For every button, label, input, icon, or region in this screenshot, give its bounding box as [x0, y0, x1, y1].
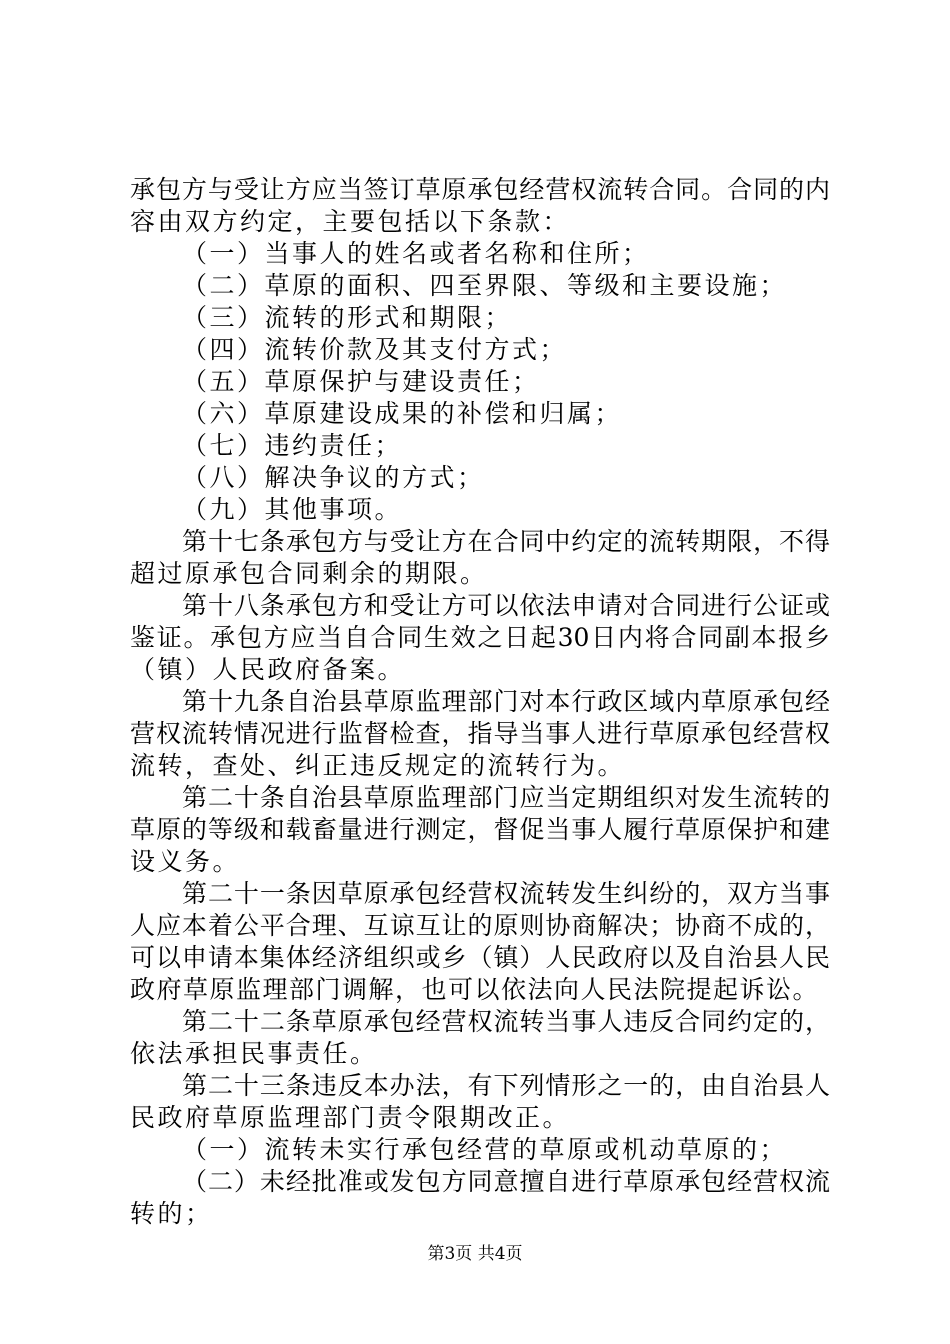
text-line: （六）草原建设成果的补偿和归属； [182, 399, 623, 428]
text-line: 政府草原监理部门调解，也可以依法向人民法院提起诉讼。 [130, 975, 820, 1004]
text-line: 第十八条承包方和受让方可以依法申请对合同进行公证或 [182, 591, 830, 620]
text-line: 鉴证。承包方应当自合同生效之日起30日内将合同副本报乡 [130, 623, 830, 652]
document-body [130, 174, 830, 1230]
text-line: 承包方与受让方应当签订草原承包经营权流转合同。合同的内 [130, 175, 830, 204]
text-line: （一）当事人的姓名或者名称和住所； [182, 239, 650, 268]
text-line: 可以申请本集体经济组织或乡（镇）人民政府以及自治县人民 [130, 943, 830, 972]
page-footer: 第3页 共4页 [427, 1244, 523, 1264]
text-line: 草原的等级和载畜量进行测定，督促当事人履行草原保护和建 [130, 815, 830, 844]
text-line: 设义务。 [130, 847, 241, 876]
text-line: 第十九条自治县草原监理部门对本行政区域内草原承包经 [182, 687, 830, 716]
text-line: （八）解决争议的方式； [182, 463, 485, 492]
text-line: 依法承担民事责任。 [130, 1039, 378, 1068]
text-line: （二）未经批准或发包方同意擅自进行草原承包经营权流 [182, 1167, 830, 1196]
text-line: 容由双方约定，主要包括以下条款： [130, 207, 571, 236]
text-line: （四）流转价款及其支付方式； [182, 335, 568, 364]
text-line: （镇）人民政府备案。 [130, 655, 406, 684]
text-line: 第二十一条因草原承包经营权流转发生纠纷的，双方当事 [182, 879, 830, 908]
text-line: 营权流转情况进行监督检查，指导当事人进行草原承包经营权 [130, 719, 830, 748]
text-line: （二）草原的面积、四至界限、等级和主要设施； [182, 271, 788, 300]
text-line: （三）流转的形式和期限； [182, 303, 513, 332]
text-line: 第二十二条草原承包经营权流转当事人违反合同约定的， [182, 1007, 830, 1036]
text-line: （九）其他事项。 [182, 495, 403, 524]
text-line: 民政府草原监理部门责令限期改正。 [130, 1103, 571, 1132]
text-line: 第十七条承包方与受让方在合同中约定的流转期限，不得 [182, 527, 830, 556]
text-line: 转的； [130, 1199, 213, 1228]
text-line: 第二十条自治县草原监理部门应当定期组织对发生流转的 [182, 783, 830, 812]
text-line: 流转，查处、纠正违反规定的流转行为。 [130, 751, 626, 780]
text-line: 超过原承包合同剩余的期限。 [130, 559, 488, 588]
text-line: （七）违约责任； [182, 431, 403, 460]
text-line: （一）流转未实行承包经营的草原或机动草原的； [182, 1135, 788, 1164]
text-line: （五）草原保护与建设责任； [182, 367, 540, 396]
text-line: 人应本着公平合理、互谅互让的原则协商解决；协商不成的， [130, 911, 830, 940]
text-line: 第二十三条违反本办法，有下列情形之一的，由自治县人 [182, 1071, 830, 1100]
